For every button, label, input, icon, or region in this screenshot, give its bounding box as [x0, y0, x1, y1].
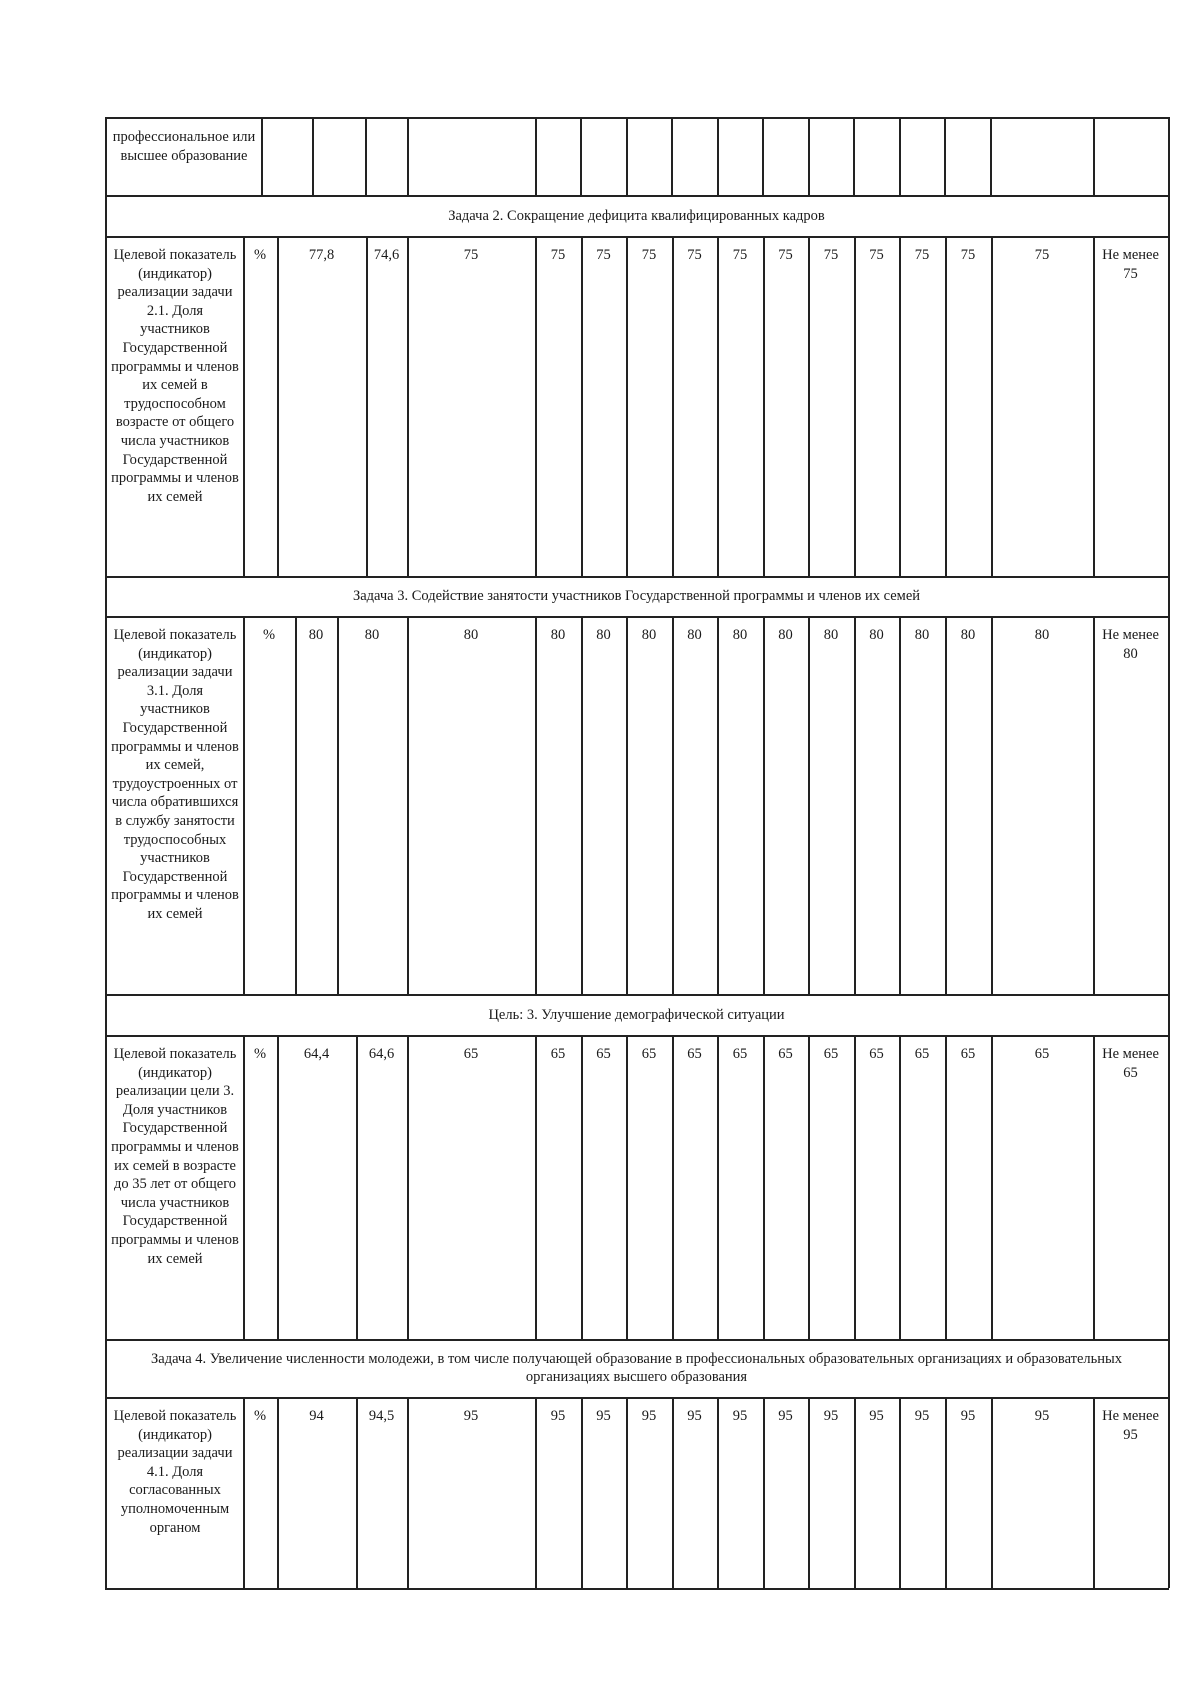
value-cell: 65 [823, 1046, 839, 1062]
table-left-border [105, 117, 107, 1588]
column-rule-2-3 [407, 616, 409, 994]
column-rule-4-5 [581, 1397, 583, 1588]
column-rule-3-12 [899, 1035, 901, 1339]
column-rule-2-4 [535, 616, 537, 994]
value-cell: 95 [1034, 1408, 1050, 1424]
column-rule-3-7 [672, 1035, 674, 1339]
value-cell: 80 [687, 627, 702, 643]
column-rule-0-13 [944, 117, 946, 195]
table-rule-4 [105, 616, 1169, 618]
section-heading: Задача 3. Содействие занятости участников Государственной программы и членов их семей [352, 588, 921, 604]
column-rule-3-11 [854, 1035, 856, 1339]
value-cell: 75 [550, 247, 566, 263]
column-rule-3-6 [626, 1035, 628, 1339]
column-rule-2-10 [808, 616, 810, 994]
value-cell: 80 [823, 627, 839, 643]
column-rule-2-11 [854, 616, 856, 994]
final-value-cell: Не менее 80 [1102, 627, 1159, 662]
indicator-description: Целевой показатель (индикатор) реализации задачи 3.1. Доля участников Государственной программы и членов их семей, трудоустроенных от числа обратившихся в службу занятости трудоспособных участников Государственной программы и членов их семей [111, 627, 239, 922]
column-rule-1-15 [1093, 236, 1095, 576]
table-rule-8 [105, 1397, 1169, 1399]
value-cell: 75 [914, 247, 930, 263]
column-rule-1-12 [899, 236, 901, 576]
table-rule-3 [105, 576, 1169, 578]
value-cell: 65 [550, 1046, 566, 1062]
column-rule-1-4 [535, 236, 537, 576]
value-cell: 80 [463, 627, 479, 643]
column-rule-0-0 [261, 117, 263, 195]
value-cell: 95 [778, 1408, 793, 1424]
table-right-border [1168, 117, 1170, 1588]
column-rule-2-15 [1093, 616, 1095, 994]
value-cell: 65 [463, 1046, 479, 1062]
column-rule-2-8 [717, 616, 719, 994]
column-rule-0-15 [1093, 117, 1095, 195]
table-rule-7 [105, 1339, 1169, 1341]
value-cell: 80 [869, 627, 884, 643]
table-rule-5 [105, 994, 1169, 996]
column-rule-1-8 [717, 236, 719, 576]
value-cell: 95 [732, 1408, 748, 1424]
value-cell: 80 [1034, 627, 1050, 643]
value-cell: 94 [309, 1408, 324, 1424]
column-rule-3-3 [407, 1035, 409, 1339]
column-rule-3-0 [243, 1035, 245, 1339]
column-rule-4-11 [854, 1397, 856, 1588]
column-rule-0-6 [626, 117, 628, 195]
value-cell: 64,4 [303, 1046, 330, 1062]
indicator-description: Целевой показатель (индикатор) реализации задачи 4.1. Доля согласованных уполномоченным органом [113, 1408, 237, 1536]
column-rule-2-5 [581, 616, 583, 994]
column-rule-3-1 [277, 1035, 279, 1339]
column-rule-2-6 [626, 616, 628, 994]
column-rule-0-9 [762, 117, 764, 195]
column-rule-1-10 [808, 236, 810, 576]
column-rule-1-0 [243, 236, 245, 576]
column-rule-0-1 [312, 117, 314, 195]
value-cell: 95 [550, 1408, 566, 1424]
column-rule-3-14 [991, 1035, 993, 1339]
column-rule-1-11 [854, 236, 856, 576]
column-rule-0-7 [671, 117, 673, 195]
column-rule-4-6 [626, 1397, 628, 1588]
value-cell: 65 [687, 1046, 702, 1062]
value-cell: 65 [1034, 1046, 1050, 1062]
value-cell: 75 [1034, 247, 1050, 263]
value-cell: 80 [550, 627, 566, 643]
column-rule-4-1 [277, 1397, 279, 1588]
column-rule-4-13 [945, 1397, 947, 1588]
value-cell: 95 [960, 1408, 976, 1424]
value-cell: 65 [596, 1046, 611, 1062]
indicator-description: Целевой показатель (индикатор) реализации цели 3. Доля участников Государственной программы и членов их семей в возрасте до 35 лет от общего числа участников Государственной программы и членов их семей [111, 1046, 239, 1267]
value-cell: 95 [914, 1408, 930, 1424]
column-rule-0-5 [580, 117, 582, 195]
value-cell: 75 [641, 247, 657, 263]
final-value-cell: Не менее 95 [1102, 1408, 1159, 1443]
column-rule-3-9 [763, 1035, 765, 1339]
column-rule-2-0 [243, 616, 245, 994]
final-value-cell: Не менее 65 [1102, 1046, 1159, 1081]
column-rule-1-3 [407, 236, 409, 576]
value-cell: 64,6 [368, 1046, 395, 1062]
value-cell: 75 [960, 247, 976, 263]
value-cell: 75 [732, 247, 748, 263]
column-rule-4-15 [1093, 1397, 1095, 1588]
value-cell: 95 [687, 1408, 702, 1424]
column-rule-0-12 [899, 117, 901, 195]
column-rule-3-15 [1093, 1035, 1095, 1339]
value-cell: 75 [687, 247, 702, 263]
column-rule-4-2 [356, 1397, 358, 1588]
column-rule-4-9 [763, 1397, 765, 1588]
value-cell: 75 [823, 247, 839, 263]
value-cell: 95 [869, 1408, 884, 1424]
column-rule-2-2 [337, 616, 339, 994]
column-rule-3-8 [717, 1035, 719, 1339]
column-rule-0-8 [717, 117, 719, 195]
value-cell: 80 [364, 627, 380, 643]
column-rule-4-14 [991, 1397, 993, 1588]
column-rule-4-3 [407, 1397, 409, 1588]
column-rule-1-9 [763, 236, 765, 576]
value-cell: 65 [914, 1046, 930, 1062]
column-rule-1-2 [366, 236, 368, 576]
value-cell: 95 [641, 1408, 657, 1424]
column-rule-1-5 [581, 236, 583, 576]
value-cell: 94,5 [368, 1408, 395, 1424]
column-rule-0-11 [853, 117, 855, 195]
section-heading: Задача 2. Сокращение дефицита квалифицированных кадров [448, 207, 825, 224]
column-rule-4-7 [672, 1397, 674, 1588]
value-cell: 95 [596, 1408, 611, 1424]
table-rule-0 [105, 117, 1169, 119]
column-rule-3-5 [581, 1035, 583, 1339]
column-rule-0-10 [808, 117, 810, 195]
column-rule-0-4 [535, 117, 537, 195]
value-cell: 80 [641, 627, 657, 643]
row-description-fragment: профессиональное или высшее образование [112, 129, 256, 164]
section-heading: Задача 4. Увеличение численности молодежи, в том числе получающей образование в профессиональных образовательных организациях и образовательных организациях высшего образования [151, 1351, 1122, 1385]
table-rule-9 [105, 1588, 1169, 1590]
value-cell: 80 [596, 627, 611, 643]
column-rule-1-7 [672, 236, 674, 576]
unit-cell: % [262, 627, 276, 643]
value-cell: 75 [869, 247, 884, 263]
column-rule-0-3 [407, 117, 409, 195]
value-cell: 75 [463, 247, 479, 263]
column-rule-0-14 [990, 117, 992, 195]
value-cell: 65 [778, 1046, 793, 1062]
value-cell: 74,6 [373, 247, 400, 263]
value-cell: 80 [960, 627, 976, 643]
value-cell: 95 [463, 1408, 479, 1424]
value-cell: 80 [778, 627, 793, 643]
table-rule-2 [105, 236, 1169, 238]
value-cell: 80 [308, 627, 324, 643]
indicator-description: Целевой показатель (индикатор) реализации задачи 2.1. Доля участников Государственной программы и членов их семей в трудоспособном возрасте от общего числа участников Государственной программы и членов их семей [111, 247, 239, 505]
unit-cell: % [253, 247, 267, 263]
unit-cell: % [253, 1046, 267, 1062]
column-rule-4-4 [535, 1397, 537, 1588]
value-cell: 65 [960, 1046, 976, 1062]
column-rule-2-12 [899, 616, 901, 994]
value-cell: 80 [914, 627, 930, 643]
value-cell: 65 [869, 1046, 884, 1062]
column-rule-3-13 [945, 1035, 947, 1339]
column-rule-2-9 [763, 616, 765, 994]
column-rule-1-13 [945, 236, 947, 576]
value-cell: 65 [641, 1046, 657, 1062]
table-rule-1 [105, 195, 1169, 197]
section-heading: Цель: 3. Улучшение демографической ситуации [488, 1006, 785, 1023]
column-rule-3-4 [535, 1035, 537, 1339]
column-rule-3-10 [808, 1035, 810, 1339]
table-rule-6 [105, 1035, 1169, 1037]
value-cell: 80 [732, 627, 748, 643]
column-rule-3-2 [356, 1035, 358, 1339]
unit-cell: % [253, 1408, 267, 1424]
column-rule-2-1 [295, 616, 297, 994]
column-rule-2-13 [945, 616, 947, 994]
column-rule-1-1 [277, 236, 279, 576]
value-cell: 95 [823, 1408, 839, 1424]
value-cell: 77,8 [308, 247, 335, 263]
final-value-cell: Не менее 75 [1102, 247, 1159, 282]
column-rule-4-12 [899, 1397, 901, 1588]
column-rule-4-8 [717, 1397, 719, 1588]
column-rule-2-14 [991, 616, 993, 994]
column-rule-1-14 [991, 236, 993, 576]
column-rule-1-6 [626, 236, 628, 576]
value-cell: 75 [778, 247, 793, 263]
value-cell: 75 [596, 247, 611, 263]
column-rule-0-2 [365, 117, 367, 195]
column-rule-2-7 [672, 616, 674, 994]
column-rule-4-0 [243, 1397, 245, 1588]
column-rule-4-10 [808, 1397, 810, 1588]
value-cell: 65 [732, 1046, 748, 1062]
